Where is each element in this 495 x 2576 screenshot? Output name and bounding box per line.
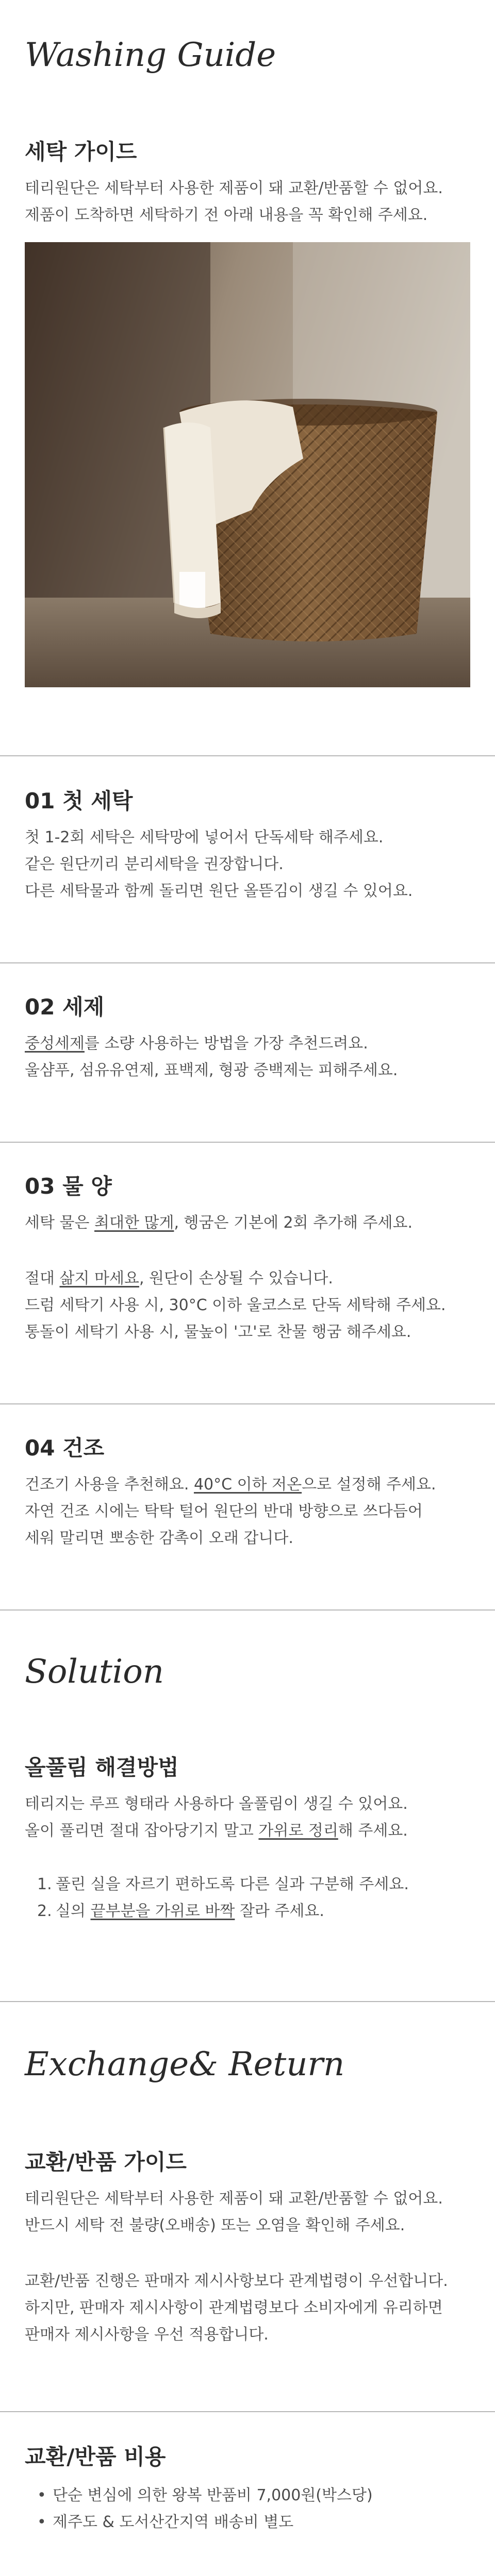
washing-intro-2: 제품이 도착하면 세탁하기 전 아래 내용을 꼭 확인해 주세요.: [25, 206, 428, 224]
step2-line-1: [25, 1030, 470, 1057]
step1-line-1: 첫 1-2회 세탁은 세탁망에 넣어서 단독세탁 해주세요.: [25, 828, 384, 846]
text: 절대: [25, 1269, 60, 1287]
step2-line-1-rest: 를 소량 사용하는 방법을 가장 추천드려요.: [84, 1035, 368, 1053]
step3-line-2: [25, 1265, 470, 1292]
solution-title: Solution: [25, 1653, 164, 1691]
step1-line-3: 다른 세탁물과 함께 돌리면 원단 올뜯김이 생길 수 있어요.: [25, 882, 413, 900]
step2-underline: 중성세제: [25, 1035, 85, 1053]
list-number: 1.: [37, 1875, 52, 1893]
solution-line-2: [25, 1818, 470, 1844]
underline-text: 삶지 마세요: [59, 1269, 139, 1287]
step3-title: 03 물 양: [25, 1174, 112, 1199]
list-item: [37, 1871, 470, 1898]
exchange-guide-p1-2: 반드시 세탁 전 불량(오배송) 또는 오염을 확인해 주세요.: [25, 2216, 405, 2234]
text: , 원단이 손상될 수 있습니다.: [139, 1269, 333, 1287]
cost-heading: 교환/반품 비용: [25, 2444, 166, 2469]
divider: [0, 1142, 495, 1143]
step2-line-2: 울샴푸, 섬유유연제, 표백제, 형광 증백제는 피해주세요.: [25, 1061, 398, 1079]
towel-basket-photo: [25, 242, 470, 687]
text: 풀린 실을 자르기 편하도록 다른 실과 구분해 주세요.: [56, 1875, 409, 1893]
text: , 헹굼은 기본에 2회 추가해 주세요.: [174, 1214, 413, 1232]
divider: [0, 2411, 495, 2412]
step1-line-2: 같은 원단끼리 분리세탁을 권장합니다.: [25, 855, 284, 873]
list-item: [37, 1898, 470, 1925]
cost-list: [37, 2482, 470, 2536]
exchange-guide-heading: 교환/반품 가이드: [25, 2149, 187, 2175]
list-item: • 제주도 & 도서산간지역 배송비 별도: [37, 2509, 470, 2536]
step4-title: 04 건조: [25, 1435, 105, 1461]
underline-text: 가위로 정리: [258, 1822, 338, 1840]
divider: [0, 1403, 495, 1404]
divider: [0, 1609, 495, 1611]
step4-line-1: [25, 1471, 470, 1498]
step2-title: 02 세제: [25, 994, 105, 1020]
washing-guide-heading: 세탁 가이드: [25, 139, 137, 164]
text: 으로 설정해 주세요.: [302, 1476, 436, 1494]
exchange-guide-p2-3: 판매자 제시사항을 우선 적용합니다.: [25, 2326, 269, 2344]
text: 실의: [56, 1902, 91, 1920]
step3-line-3: 드럼 세탁기 사용 시, 30°C 이하 울코스로 단독 세탁해 주세요.: [25, 1296, 446, 1314]
text: 올이 풀리면 절대 잡아당기지 말고: [25, 1822, 259, 1840]
solution-line-1: 테리지는 루프 형태라 사용하다 올풀림이 생길 수 있어요.: [25, 1795, 408, 1813]
divider: [0, 2001, 495, 2002]
divider: [0, 962, 495, 963]
divider: [0, 755, 495, 756]
underline-text: 40°C 이하 저온: [193, 1476, 302, 1494]
washing-intro-1: 테리원단은 세탁부터 사용한 제품이 돼 교환/반품할 수 없어요.: [25, 179, 443, 197]
exchange-guide-p2-1: 교환/반품 진행은 판매자 제시사항보다 관계법령이 우선합니다.: [25, 2272, 448, 2290]
step3-line-1: [25, 1210, 470, 1236]
solution-heading: 올풀림 해결방법: [25, 1755, 179, 1780]
step4-line-3: 세워 말리면 뽀송한 감촉이 오래 갑니다.: [25, 1529, 293, 1547]
exchange-title: Exchange& Return: [25, 2045, 345, 2083]
list-number: 2.: [37, 1902, 52, 1920]
step3-line-4: 통돌이 세탁기 사용 시, 물높이 '고'로 찬물 행굼 해주세요.: [25, 1323, 411, 1341]
step1-title: 01 첫 세탁: [25, 788, 133, 814]
solution-steps: [37, 1871, 470, 1925]
underline-text: 최대한 많게: [94, 1214, 174, 1232]
text: 해 주세요.: [338, 1822, 408, 1840]
step4-line-2: 자연 건조 시에는 탁탁 털어 원단의 반대 방향으로 쓰다듬어: [25, 1502, 423, 1520]
washing-guide-title: Washing Guide: [25, 36, 276, 74]
exchange-guide-p2-2: 하지만, 판매자 제시사항이 관계법령보다 소비자에게 유리하면: [25, 2299, 443, 2317]
list-item: • 단순 변심에 의한 왕복 반품비 7,000원(박스당): [37, 2482, 470, 2509]
text: 세탁 물은: [25, 1214, 94, 1232]
underline-text: 끝부분을 가위로 바짝: [90, 1902, 235, 1920]
text: 잘라 주세요.: [235, 1902, 324, 1920]
exchange-guide-p1-1: 테리원단은 세탁부터 사용한 제품이 돼 교환/반품할 수 없어요.: [25, 2190, 443, 2208]
text: 건조기 사용을 추천해요.: [25, 1476, 194, 1494]
